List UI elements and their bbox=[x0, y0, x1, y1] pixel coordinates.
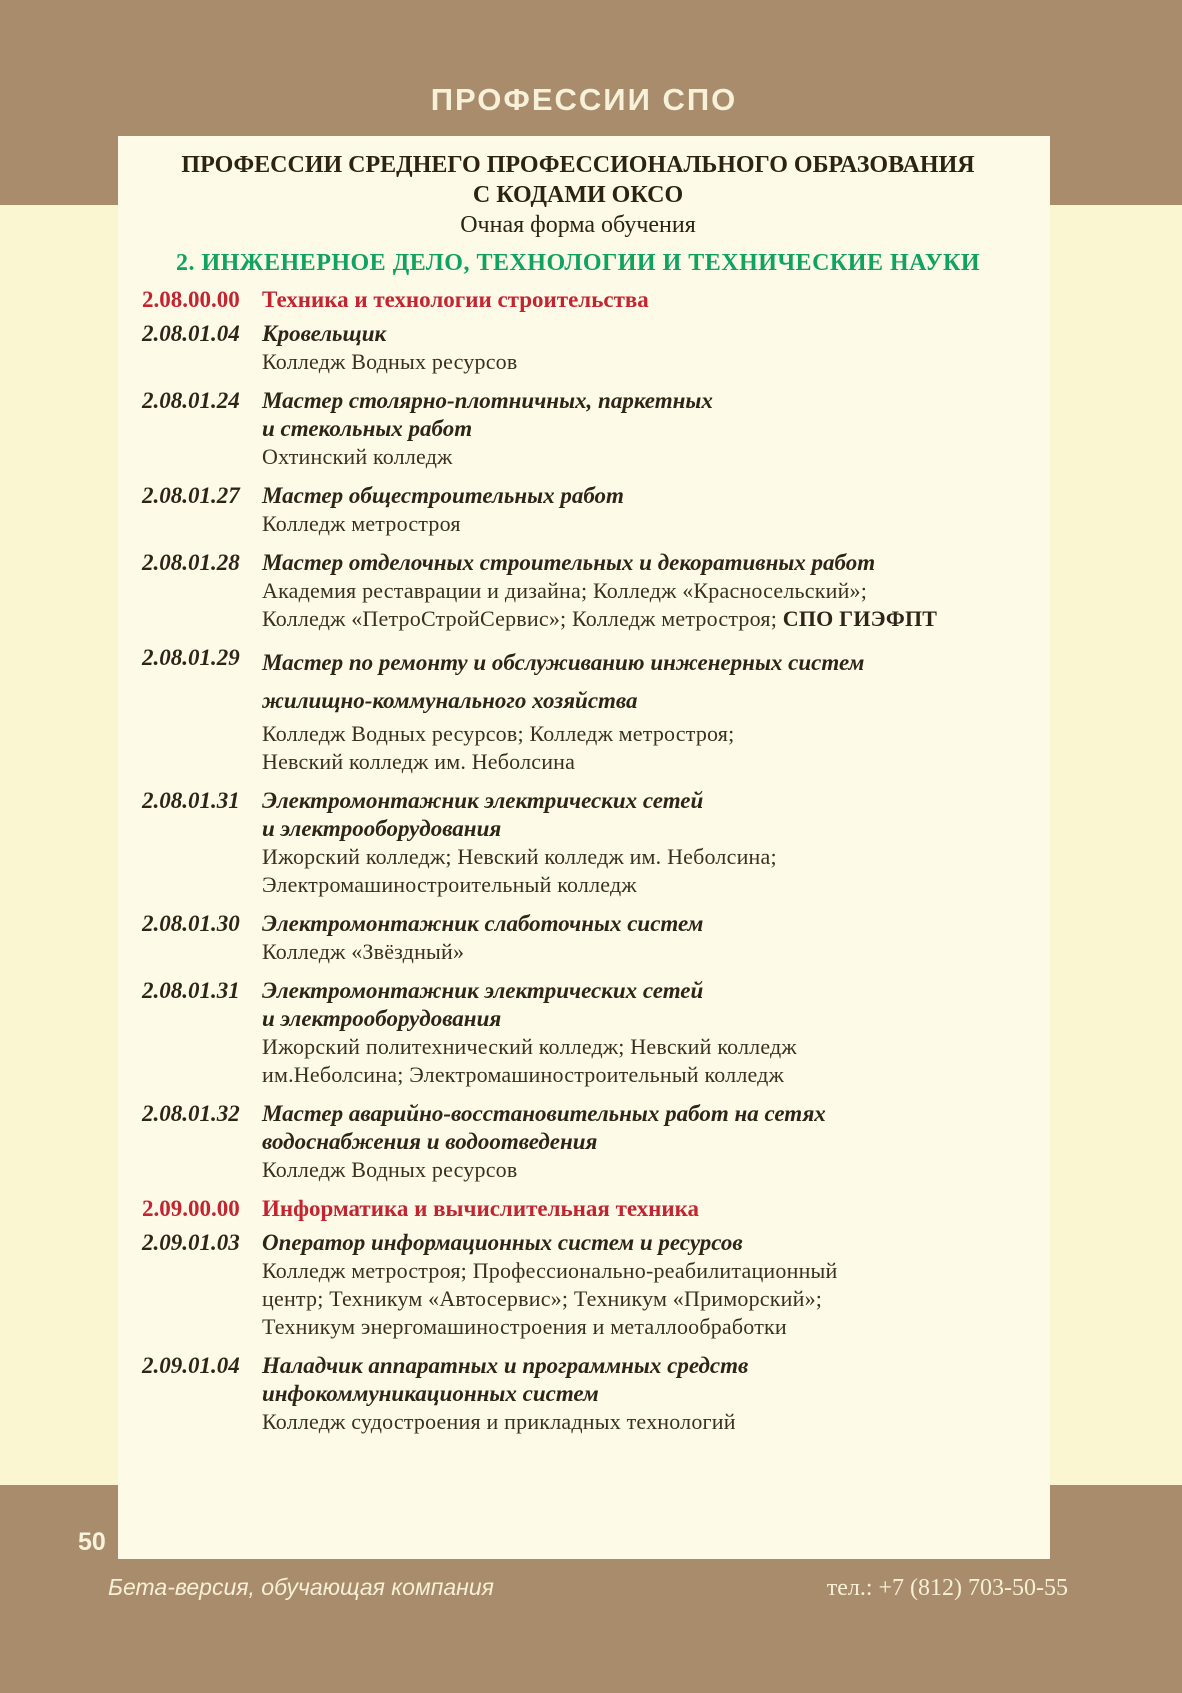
group-title: Информатика и вычислительная техника bbox=[262, 1196, 700, 1221]
college-run: им.Неболсина; Электромашиностроительный колледж bbox=[262, 1062, 784, 1087]
college-run: Колледж Водных ресурсов bbox=[262, 349, 518, 374]
college-run: Ижорский колледж; Невский колледж им. Неболсина; bbox=[262, 844, 777, 869]
college-line bbox=[262, 938, 1026, 966]
college-run: Колледж метростроя bbox=[262, 511, 461, 536]
entry-code: 2.08.01.30 bbox=[142, 911, 240, 936]
college-line bbox=[262, 577, 1026, 605]
college-run: Колледж Водных ресурсов; Колледж метростроя; bbox=[262, 721, 735, 746]
college-line bbox=[262, 720, 1026, 748]
profession-name-line: Мастер отделочных строительных и декоративных работ bbox=[262, 550, 876, 575]
college-run: Электромашиностроительный колледж bbox=[262, 872, 637, 897]
profession-name-line: Электромонтажник электрических сетей bbox=[262, 978, 704, 1003]
footer-phone: тел.: +7 (812) 703-50-55 bbox=[826, 1575, 1068, 1601]
college-line bbox=[262, 1061, 1026, 1089]
entry-code: 2.08.01.31 bbox=[142, 978, 240, 1003]
entry-code: 2.08.01.28 bbox=[142, 550, 240, 575]
entry-row bbox=[130, 1195, 1026, 1223]
college-line bbox=[262, 1033, 1026, 1061]
entry-body bbox=[262, 1229, 1026, 1341]
profession-name-line: инфокоммуникационных систем bbox=[262, 1381, 599, 1406]
entry-body bbox=[262, 387, 1026, 471]
entry-row bbox=[130, 286, 1026, 314]
college-line bbox=[262, 748, 1026, 776]
college-line bbox=[262, 1408, 1026, 1436]
college-bold-run: СПО ГИЭФПТ bbox=[782, 606, 938, 631]
entry-body bbox=[262, 1195, 1026, 1223]
entry-row bbox=[130, 787, 1026, 899]
profession-name-line: Мастер аварийно-восстановительных работ на сетях bbox=[262, 1101, 826, 1126]
entry-code: 2.08.00.00 bbox=[142, 287, 240, 312]
college-line bbox=[262, 348, 1026, 376]
college-run: Колледж «ПетроСтройСервис»; Колледж метростроя; bbox=[262, 606, 783, 631]
entry-body bbox=[262, 644, 1026, 776]
profession-name-line: Мастер по ремонту и обслуживанию инженерных систем bbox=[262, 650, 865, 675]
entry-body bbox=[262, 482, 1026, 538]
college-line bbox=[262, 443, 1026, 471]
college-run: Техникум энергомашиностроения и металлообработки bbox=[262, 1314, 787, 1339]
entry-row bbox=[130, 549, 1026, 633]
entry-row bbox=[130, 1352, 1026, 1436]
profession-name-line: Оператор информационных систем и ресурсов bbox=[262, 1230, 743, 1255]
college-line bbox=[262, 605, 1026, 633]
college-line bbox=[262, 1257, 1026, 1285]
profession-name-line: водоснабжения и водоотведения bbox=[262, 1129, 598, 1154]
profession-name-line: Мастер столярно-плотничных, паркетных bbox=[262, 388, 713, 413]
profession-name-line: Мастер общестроительных работ bbox=[262, 483, 624, 508]
college-line bbox=[262, 1156, 1026, 1184]
entry-row bbox=[130, 1100, 1026, 1184]
college-run: Колледж метростроя; Профессионально-реабилитационный bbox=[262, 1258, 838, 1283]
entry-body bbox=[262, 977, 1026, 1089]
entry-code: 2.08.01.24 bbox=[142, 388, 240, 413]
document-title-line-2: С КОДАМИ ОКСО bbox=[472, 182, 684, 208]
profession-name-line: Кровельщик bbox=[262, 321, 387, 346]
college-line bbox=[262, 843, 1026, 871]
entry-row bbox=[130, 644, 1026, 776]
page-footer bbox=[108, 1574, 1068, 1602]
college-run: Ижорский политехнический колледж; Невский колледж bbox=[262, 1034, 797, 1059]
entry-code: 2.08.01.32 bbox=[142, 1101, 240, 1126]
entry-code: 2.09.00.00 bbox=[142, 1196, 240, 1221]
entry-body bbox=[262, 549, 1026, 633]
college-run: Колледж «Звёздный» bbox=[262, 939, 465, 964]
page-header-title: ПРОФЕССИИ СПО bbox=[430, 82, 738, 117]
entry-body bbox=[262, 787, 1026, 899]
college-run: Охтинский колледж bbox=[262, 444, 453, 469]
entry-code: 2.09.01.04 bbox=[142, 1353, 240, 1378]
entry-code: 2.08.01.27 bbox=[142, 483, 240, 508]
entry-row bbox=[130, 977, 1026, 1089]
entry-body bbox=[262, 320, 1026, 376]
entry-row bbox=[130, 482, 1026, 538]
college-run: Колледж Водных ресурсов bbox=[262, 1157, 518, 1182]
entry-row bbox=[130, 387, 1026, 471]
profession-name-line: Наладчик аппаратных и программных средств bbox=[262, 1353, 749, 1378]
entry-code: 2.08.01.04 bbox=[142, 321, 240, 346]
college-line bbox=[262, 1285, 1026, 1313]
entry-row bbox=[130, 320, 1026, 376]
profession-name-line: жилищно-коммунального хозяйства bbox=[262, 688, 638, 713]
entry-row bbox=[130, 910, 1026, 966]
entry-code: 2.08.01.31 bbox=[142, 788, 240, 813]
entry-body bbox=[262, 1100, 1026, 1184]
profession-name-line: и электрооборудования bbox=[262, 1006, 502, 1031]
college-run: Колледж судостроения и прикладных технологий bbox=[262, 1409, 736, 1434]
group-title: Техника и технологии строительства bbox=[262, 287, 649, 312]
entry-row bbox=[130, 1229, 1026, 1341]
profession-name-line: и электрооборудования bbox=[262, 816, 502, 841]
entry-code: 2.08.01.29 bbox=[142, 645, 240, 670]
profession-name-line: и стекольных работ bbox=[262, 416, 473, 441]
college-run: Невский колледж им. Неболсина bbox=[262, 749, 576, 774]
college-run: центр; Техникум «Автосервис»; Техникум «Приморский»; bbox=[262, 1286, 823, 1311]
document-subtitle: Очная форма обучения bbox=[460, 212, 696, 238]
entry-body bbox=[262, 910, 1026, 966]
profession-name-line: Электромонтажник электрических сетей bbox=[262, 788, 704, 813]
content-panel bbox=[118, 136, 1050, 1559]
entry-code: 2.09.01.03 bbox=[142, 1230, 240, 1255]
college-line bbox=[262, 1313, 1026, 1341]
entries-list bbox=[130, 286, 1026, 1436]
college-run: Академия реставрации и дизайна; Колледж «Красносельский»; bbox=[262, 578, 868, 603]
footer-note: Бета-версия, обучающая компания bbox=[108, 1574, 494, 1600]
profession-name-line: Электромонтажник слаботочных систем bbox=[262, 911, 704, 936]
section-heading: 2. ИНЖЕНЕРНОЕ ДЕЛО, ТЕХНОЛОГИИ И ТЕХНИЧЕСКИЕ НАУКИ bbox=[175, 250, 981, 276]
document-title-line-1: ПРОФЕССИИ СРЕДНЕГО ПРОФЕССИОНАЛЬНОГО ОБРАЗОВАНИЯ bbox=[181, 152, 975, 178]
entry-body bbox=[262, 286, 1026, 314]
entry-body bbox=[262, 1352, 1026, 1436]
college-line bbox=[262, 871, 1026, 899]
page-number: 50 bbox=[78, 1528, 106, 1556]
college-line bbox=[262, 510, 1026, 538]
